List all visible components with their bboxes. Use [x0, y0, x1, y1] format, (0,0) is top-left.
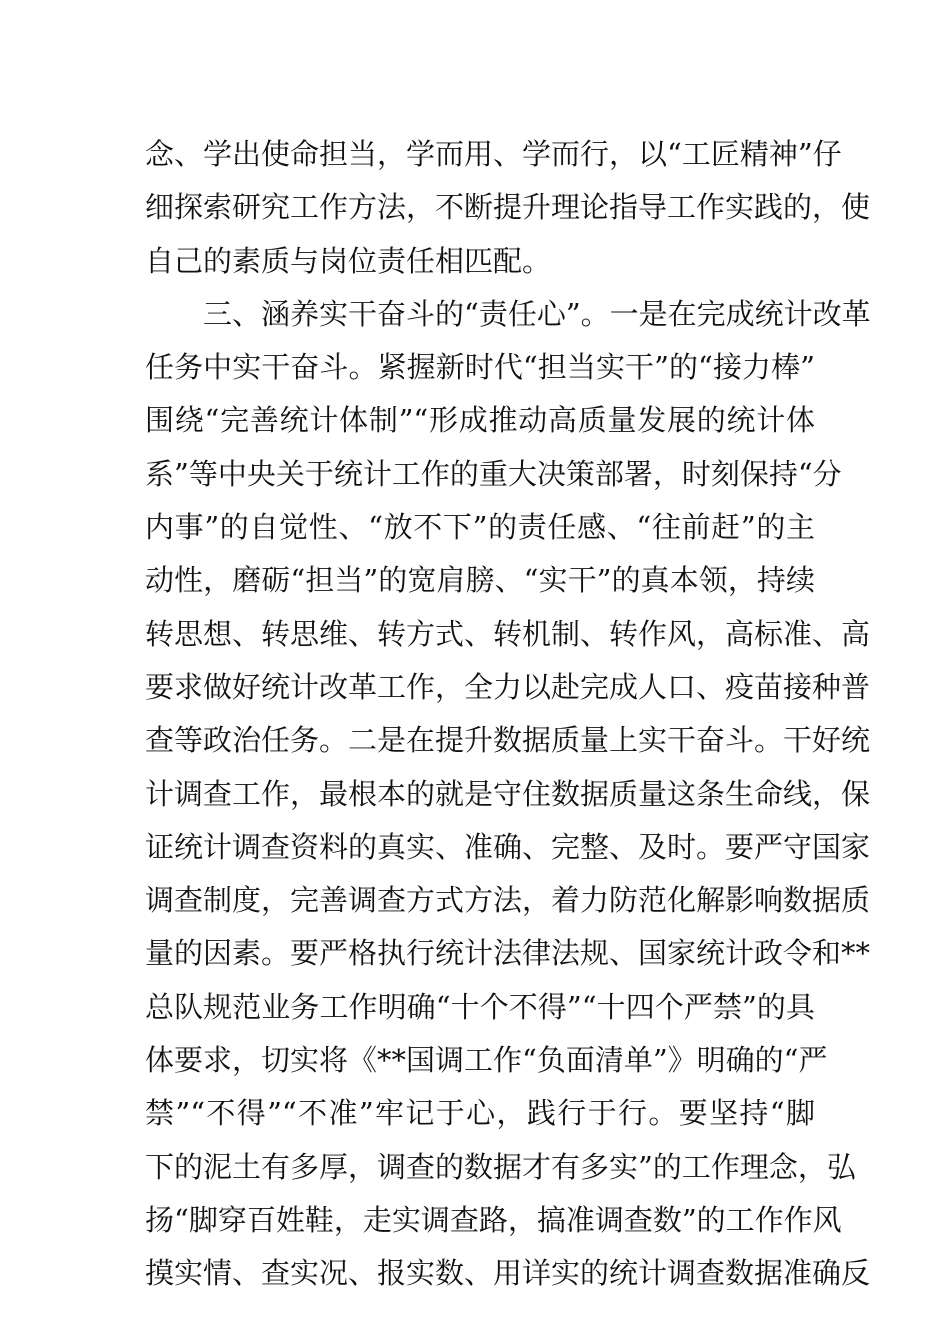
text-line: 念、学出使命担当，学而用、学而行，以“工匠精神”仔 [145, 137, 842, 171]
body-text [145, 128, 871, 1301]
text-line: 内事”的自觉性、“放不下”的责任感、“往前赶”的主 [145, 510, 815, 545]
text-line: 自己的素质与岗位责任相匹配。 [145, 243, 552, 278]
text-line: 转思想、转思维、转方式、转机制、转作风，高标准、高 [145, 616, 871, 651]
text-line: 调查制度，完善调查方式方法，着力防范化解影响数据质 [145, 883, 871, 918]
text-line: 围绕“完善统计体制”“形成推动高质量发展的统计体 [145, 403, 815, 438]
text-line: 下的泥土有多厚，调查的数据才有多实”的工作理念，弘 [145, 1149, 856, 1184]
section-heading-line: 三、涵养实干奋斗的“责任心”。一是在完成统计改革 [203, 296, 871, 331]
text-line: 查等政治任务。二是在提升数据质量上实干奋斗。干好统 [145, 723, 871, 758]
text-line: 总队规范业务工作明确“十个不得”“十四个严禁”的具 [145, 989, 815, 1024]
text-line: 证统计调查资料的真实、准确、完整、及时。要严守国家 [145, 829, 871, 864]
text-line: 动性，磨砺“担当”的宽肩膀、“实干”的真本领，持续 [145, 563, 815, 598]
text-line: 任务中实干奋斗。紧握新时代“担当实干”的“接力棒” [145, 350, 815, 385]
text-line: 扬“脚穿百姓鞋，走实调查路，搞准调查数”的工作作风 [145, 1202, 842, 1237]
text-line: 计调查工作，最根本的就是守住数据质量这条生命线，保 [145, 776, 871, 811]
text-line: 体要求，切实将《**国调工作“负面清单”》明确的“严 [145, 1043, 828, 1078]
text-line: 细探索研究工作方法，不断提升理论指导工作实践的，使 [145, 190, 871, 225]
text-line: 系”等中央关于统计工作的重大决策部署，时刻保持“分 [145, 456, 842, 491]
text-line: 摸实情、查实况、报实数、用详实的统计调查数据准确反 [145, 1256, 871, 1291]
text-line: 禁”“不得”“不准”牢记于心，践行于行。要坚持“脚 [145, 1096, 815, 1131]
text-line: 量的因素。要严格执行统计法律法规、国家统计政令和** [145, 936, 871, 971]
text-line: 要求做好统计改革工作，全力以赴完成人口、疫苗接种普 [145, 669, 871, 704]
